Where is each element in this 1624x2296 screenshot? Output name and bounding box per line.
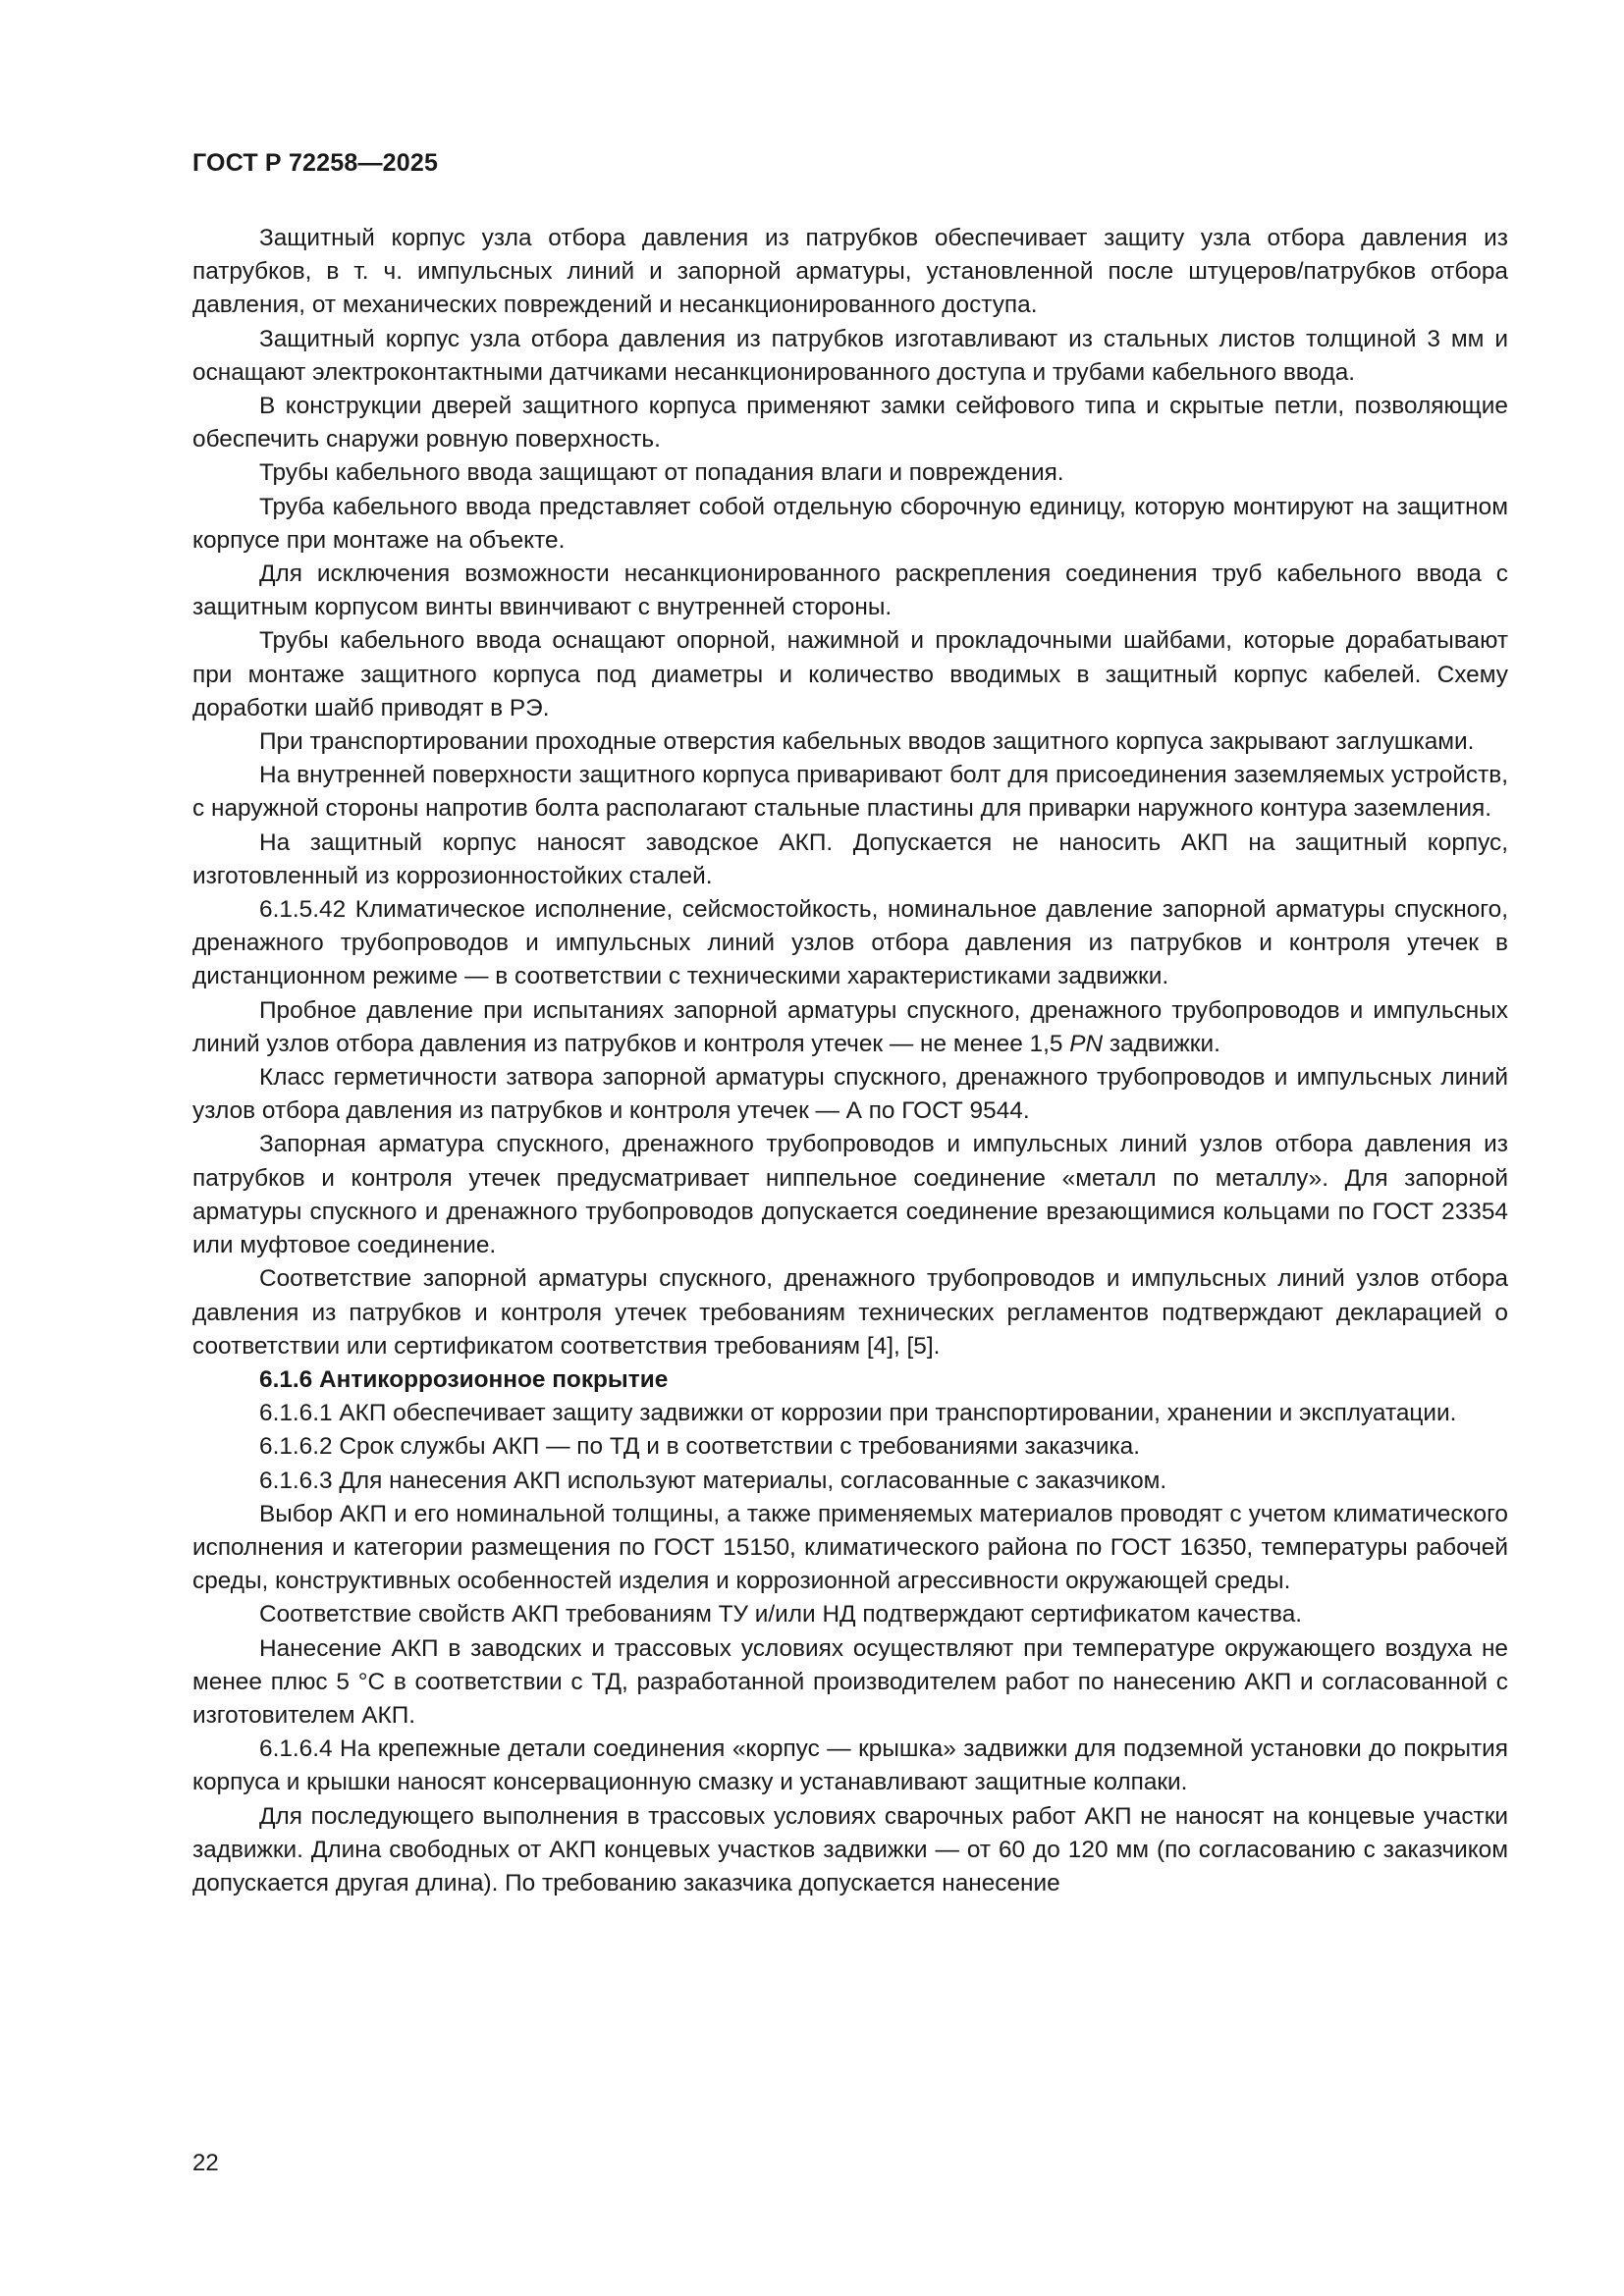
paragraph: Запорная арматура спускного, дренажного трубопроводов и импульсных линий узлов отбора давления из патрубков и контроля утечек предусматривает ниппельное соединение «металл по металлу». Для запорной арматуры спускного и дренажного трубопроводов допускается соединение врезающимися кольцами по ГОСТ 23354 или муфтовое соединение. — [192, 1131, 1508, 1259]
document-body — [192, 222, 1508, 1900]
paragraph — [192, 994, 1508, 1061]
paragraph: На защитный корпус наносят заводское АКП. Допускается не наносить АКП на защитный корпус, изготовленный из коррозионностойких сталей. — [192, 828, 1508, 889]
pn-italic: PN — [1069, 1030, 1104, 1057]
paragraph: 6.1.6.4 На крепежные детали соединения «корпус — крышка» задвижки для подземной установки до покрытия корпуса и крышки наносят консервационную смазку и устанавливают защитные колпаки. — [192, 1735, 1508, 1796]
paragraph: При транспортировании проходные отверстия кабельных вводов защитного корпуса закрывают заглушками. — [259, 728, 1475, 756]
section-heading: 6.1.6 Антикоррозионное покрытие — [259, 1365, 669, 1393]
paragraph: Соответствие свойств АКП требованиям ТУ и/или НД подтверждают сертификатом качества. — [259, 1601, 1303, 1629]
paragraph: На внутренней поверхности защитного корпуса приваривают болт для присоединения заземляемых устройств, с наружной стороны напротив болта располагают стальные пластины для приварки наружного контура заземления. — [192, 762, 1508, 823]
paragraph: Соответствие запорной арматуры спускного, дренажного трубопроводов и импульсных линий узлов отбора давления из патрубков и контроля утечек требованиям технических регламентов подтверждают декларацией о соответствии или сертификатом соответствия требованиям [4], [5]. — [192, 1265, 1508, 1360]
paragraph: Для последующего выполнения в трассовых условиях сварочных работ АКП не наносят на концевые участки задвижки. Длина свободных от АКП концевых участков задвижки — от 60 до 120 мм (по согласованию с заказчиком допускается другая длина). По требованию заказчика допускается нанесение — [192, 1802, 1508, 1896]
paragraph: 6.1.6.2 Срок службы АКП — по ТД и в соответствии с требованиями заказчика. — [259, 1433, 1141, 1461]
paragraph: 6.1.6.3 Для нанесения АКП используют материалы, согласованные с заказчиком. — [259, 1467, 1167, 1494]
paragraph: Для исключения возможности несанкционированного раскрепления соединения труб кабельного ввода с защитным корпусом винты ввинчивают с внутренней стороны. — [192, 561, 1508, 621]
paragraph-text: задвижки. — [1103, 1030, 1220, 1057]
paragraph: 6.1.6.1 АКП обеспечивает защиту задвижки от коррозии при транспортировании, хранении и эксплуатации. — [259, 1400, 1457, 1427]
page-number: 22 — [192, 2150, 219, 2176]
paragraph: Трубы кабельного ввода защищают от попадания влаги и повреждения. — [259, 459, 1064, 487]
paragraph: 6.1.5.42 Климатическое исполнение, сейсмостойкость, номинальное давление запорной арматуры спускного, дренажного трубопроводов и импульсных линий узлов отбора давления из патрубков и контроля утечек в дистанционном режиме — в соответствии с техническими характеристиками задвижки. — [192, 896, 1508, 990]
paragraph: Защитный корпус узла отбора давления из патрубков обеспечивает защиту узла отбора давления из патрубков, в т. ч. импульсных линий и запорной арматуры, установленной после штуцеров/патрубков отбора давления, от механических повреждений и несанкционированного доступа. — [192, 225, 1508, 319]
paragraph: Труба кабельного ввода представляет собой отдельную сборочную единицу, которую монтируют на защитном корпусе при монтаже на объекте. — [192, 493, 1508, 554]
paragraph-text: Пробное давление при испытаниях запорной арматуры спускного, дренажного трубопроводов и импульсных линий узлов отбора давления из патрубков и контроля утечек — не менее 1,5 — [192, 996, 1508, 1057]
paragraph: Выбор АКП и его номинальной толщины, а также применяемых материалов проводят с учетом климатического исполнения и категории размещения по ГОСТ 15150, климатического района по ГОСТ 16350, температуры рабочей среды, конструктивных особенностей изделия и коррозионной агрессивности окружающей среды. — [192, 1500, 1508, 1595]
paragraph: В конструкции дверей защитного корпуса применяют замки сейфового типа и скрытые петли, позволяющие обеспечить снаружи ровную поверхность. — [192, 393, 1508, 454]
paragraph: Трубы кабельного ввода оснащают опорной, нажимной и прокладочными шайбами, которые дорабатывают при монтаже защитного корпуса под диаметры и количество вводимых в защитный корпус кабелей. Схему доработки шайб приводят в РЭ. — [192, 627, 1508, 721]
paragraph: Нанесение АКП в заводских и трассовых условиях осуществляют при температуре окружающего воздуха не менее плюс 5 °С в соответствии с ТД, разработанной производителем работ по нанесению АКП и согласованной с изготовителем АКП. — [192, 1634, 1508, 1729]
document-header: ГОСТ Р 72258—2025 — [192, 149, 439, 177]
paragraph: Класс герметичности затвора запорной арматуры спускного, дренажного трубопроводов и импульсных линий узлов отбора давления из патрубков и контроля утечек — А по ГОСТ 9544. — [192, 1064, 1508, 1125]
paragraph: Защитный корпус узла отбора давления из патрубков изготавливают из стальных листов толщиной 3 мм и оснащают электроконтактными датчиками несанкционированного доступа и трубами кабельного ввода. — [192, 325, 1508, 386]
